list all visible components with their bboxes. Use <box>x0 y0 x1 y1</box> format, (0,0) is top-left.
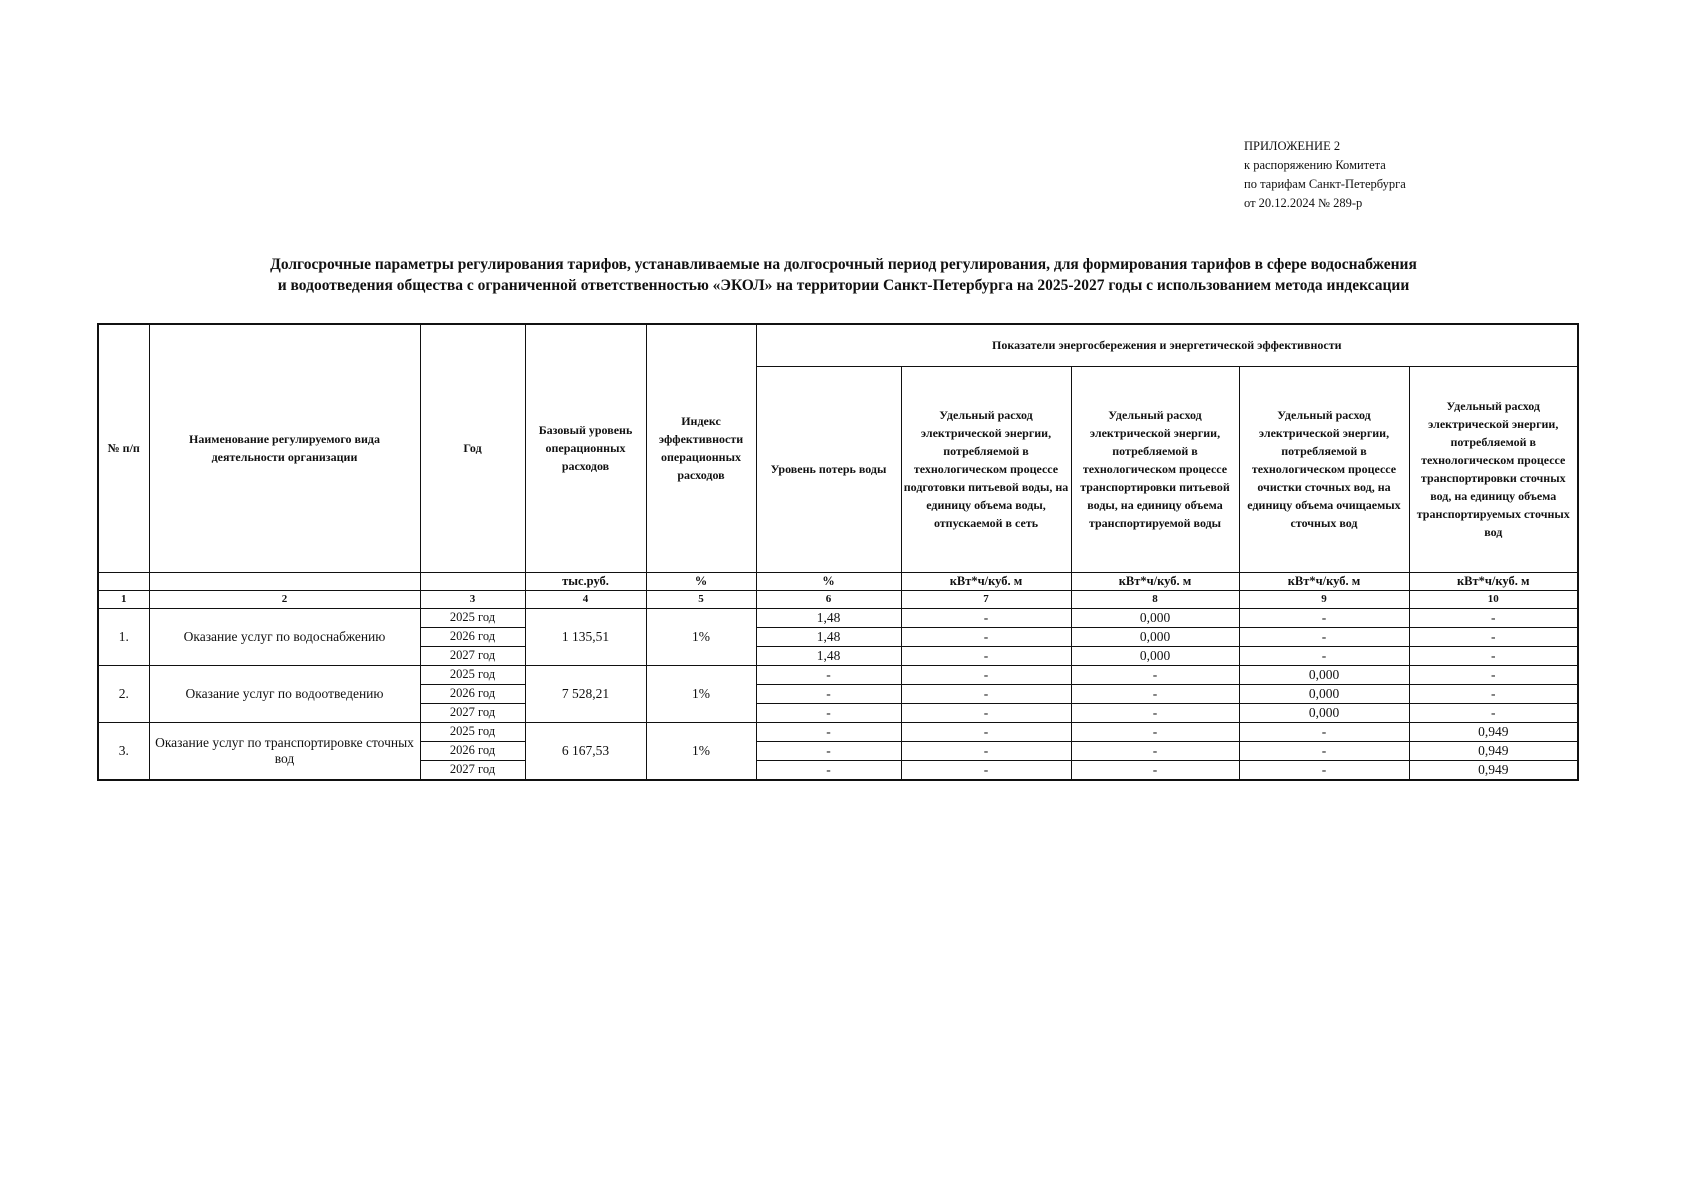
c7-value: - <box>901 646 1071 665</box>
appendix-block <box>1244 137 1406 213</box>
title-line: и водоотведения общества с ограниченной ответственностью «ЭКОЛ» на территории Санкт-Петербурга на 2025-2027 годы с использованием метода индексации <box>277 277 1410 294</box>
c7-value: - <box>901 703 1071 722</box>
header-c8: Удельный расход электрической энергии, потребляемой в технологическом процессе транспортировки питьевой воды, на единицу объема транспортируемой воды <box>1071 366 1239 572</box>
c9-value: 0,000 <box>1239 703 1409 722</box>
c8-value: 0,000 <box>1071 608 1239 627</box>
row-number: 1. <box>98 608 149 665</box>
c9-value: - <box>1239 722 1409 741</box>
appendix-line: ПРИЛОЖЕНИЕ 2 <box>1244 139 1341 153</box>
c10-value: - <box>1409 627 1578 646</box>
c8-value: - <box>1071 684 1239 703</box>
table-row <box>98 608 1578 627</box>
header-energy-group: Показатели энергосбережения и энергетической эффективности <box>756 324 1578 366</box>
unit-base: тыс.руб. <box>525 572 646 590</box>
year-cell: 2026 год <box>420 684 525 703</box>
c10-value: - <box>1409 608 1578 627</box>
parameters-table <box>97 323 1579 781</box>
year-cell: 2026 год <box>420 627 525 646</box>
unit-c7: кВт*ч/куб. м <box>901 572 1071 590</box>
activity-name: Оказание услуг по водоснабжению <box>149 608 420 665</box>
c10-value: 0,949 <box>1409 741 1578 760</box>
c8-value: - <box>1071 741 1239 760</box>
base-level-value: 6 167,53 <box>525 722 646 780</box>
c9-value: - <box>1239 760 1409 780</box>
water-loss-value: 1,48 <box>756 627 901 646</box>
activity-name: Оказание услуг по транспортировке сточных вод <box>149 722 420 780</box>
c8-value: 0,000 <box>1071 646 1239 665</box>
water-loss-value: - <box>756 665 901 684</box>
c8-value: - <box>1071 760 1239 780</box>
c9-value: - <box>1239 741 1409 760</box>
column-number: 8 <box>1071 590 1239 608</box>
water-loss-value: - <box>756 722 901 741</box>
header-activity-name: Наименование регулируемого вида деятельности организации <box>149 324 420 572</box>
c10-value: - <box>1409 684 1578 703</box>
c7-value: - <box>901 760 1071 780</box>
base-level-value: 7 528,21 <box>525 665 646 722</box>
column-number: 7 <box>901 590 1071 608</box>
c7-value: - <box>901 741 1071 760</box>
table-row <box>98 665 1578 684</box>
column-number: 10 <box>1409 590 1578 608</box>
header-c9: Удельный расход электрической энергии, потребляемой в технологическом процессе очистки сточных вод, на единицу объема очищаемых сточных вод <box>1239 366 1409 572</box>
unit-c8: кВт*ч/куб. м <box>1071 572 1239 590</box>
c9-value: - <box>1239 627 1409 646</box>
column-number: 9 <box>1239 590 1409 608</box>
water-loss-value: 1,48 <box>756 646 901 665</box>
unit-loss: % <box>756 572 901 590</box>
c9-value: - <box>1239 646 1409 665</box>
header-water-loss: Уровень потерь воды <box>756 366 901 572</box>
year-cell: 2027 год <box>420 646 525 665</box>
c9-value: 0,000 <box>1239 684 1409 703</box>
appendix-line: к распоряжению Комитета <box>1244 158 1386 172</box>
header-c10: Удельный расход электрической энергии, потребляемой в технологическом процессе транспортировки сточных вод, на единицу объема транспортируемых сточных вод <box>1409 366 1578 572</box>
column-number: 5 <box>646 590 756 608</box>
year-cell: 2025 год <box>420 722 525 741</box>
efficiency-index-value: 1% <box>646 665 756 722</box>
water-loss-value: - <box>756 684 901 703</box>
c9-value: 0,000 <box>1239 665 1409 684</box>
unit-c9: кВт*ч/куб. м <box>1239 572 1409 590</box>
c8-value: - <box>1071 665 1239 684</box>
unit-cell <box>98 572 149 590</box>
year-cell: 2027 год <box>420 760 525 780</box>
row-number: 3. <box>98 722 149 780</box>
c10-value: - <box>1409 646 1578 665</box>
header-num: № п/п <box>98 324 149 572</box>
efficiency-index-value: 1% <box>646 608 756 665</box>
year-cell: 2027 год <box>420 703 525 722</box>
year-cell: 2025 год <box>420 608 525 627</box>
c8-value: 0,000 <box>1071 627 1239 646</box>
unit-c10: кВт*ч/куб. м <box>1409 572 1578 590</box>
water-loss-value: - <box>756 741 901 760</box>
c7-value: - <box>901 627 1071 646</box>
c9-value: - <box>1239 608 1409 627</box>
c10-value: 0,949 <box>1409 722 1578 741</box>
header-year: Год <box>420 324 525 572</box>
column-number: 4 <box>525 590 646 608</box>
c7-value: - <box>901 665 1071 684</box>
activity-name: Оказание услуг по водоотведению <box>149 665 420 722</box>
year-cell: 2026 год <box>420 741 525 760</box>
column-number: 1 <box>98 590 149 608</box>
efficiency-index-value: 1% <box>646 722 756 780</box>
table-row <box>98 722 1578 741</box>
title-line: Долгосрочные параметры регулирования тарифов, устанавливаемые на долгосрочный период регулирования, для формирования тарифов в сфере водоснабжения <box>270 256 1417 273</box>
appendix-line: по тарифам Санкт-Петербурга <box>1244 177 1406 191</box>
water-loss-value: - <box>756 760 901 780</box>
c10-value: - <box>1409 703 1578 722</box>
column-number: 3 <box>420 590 525 608</box>
header-c7: Удельный расход электрической энергии, потребляемой в технологическом процессе подготовки питьевой воды, на единицу объема воды, отпускаемой в сеть <box>901 366 1071 572</box>
unit-cell <box>149 572 420 590</box>
c8-value: - <box>1071 703 1239 722</box>
unit-index: % <box>646 572 756 590</box>
base-level-value: 1 135,51 <box>525 608 646 665</box>
column-number: 2 <box>149 590 420 608</box>
header-base-level: Базовый уровень операционных расходов <box>525 324 646 572</box>
header-efficiency-index: Индекс эффективности операционных расходов <box>646 324 756 572</box>
unit-cell <box>420 572 525 590</box>
c7-value: - <box>901 608 1071 627</box>
water-loss-value: - <box>756 703 901 722</box>
row-number: 2. <box>98 665 149 722</box>
document-title <box>0 254 1687 296</box>
c8-value: - <box>1071 722 1239 741</box>
year-cell: 2025 год <box>420 665 525 684</box>
column-number-row <box>98 590 1578 608</box>
water-loss-value: 1,48 <box>756 608 901 627</box>
c10-value: - <box>1409 665 1578 684</box>
column-number: 6 <box>756 590 901 608</box>
c7-value: - <box>901 722 1071 741</box>
c10-value: 0,949 <box>1409 760 1578 780</box>
appendix-line: от 20.12.2024 № 289-р <box>1244 196 1363 210</box>
c7-value: - <box>901 684 1071 703</box>
